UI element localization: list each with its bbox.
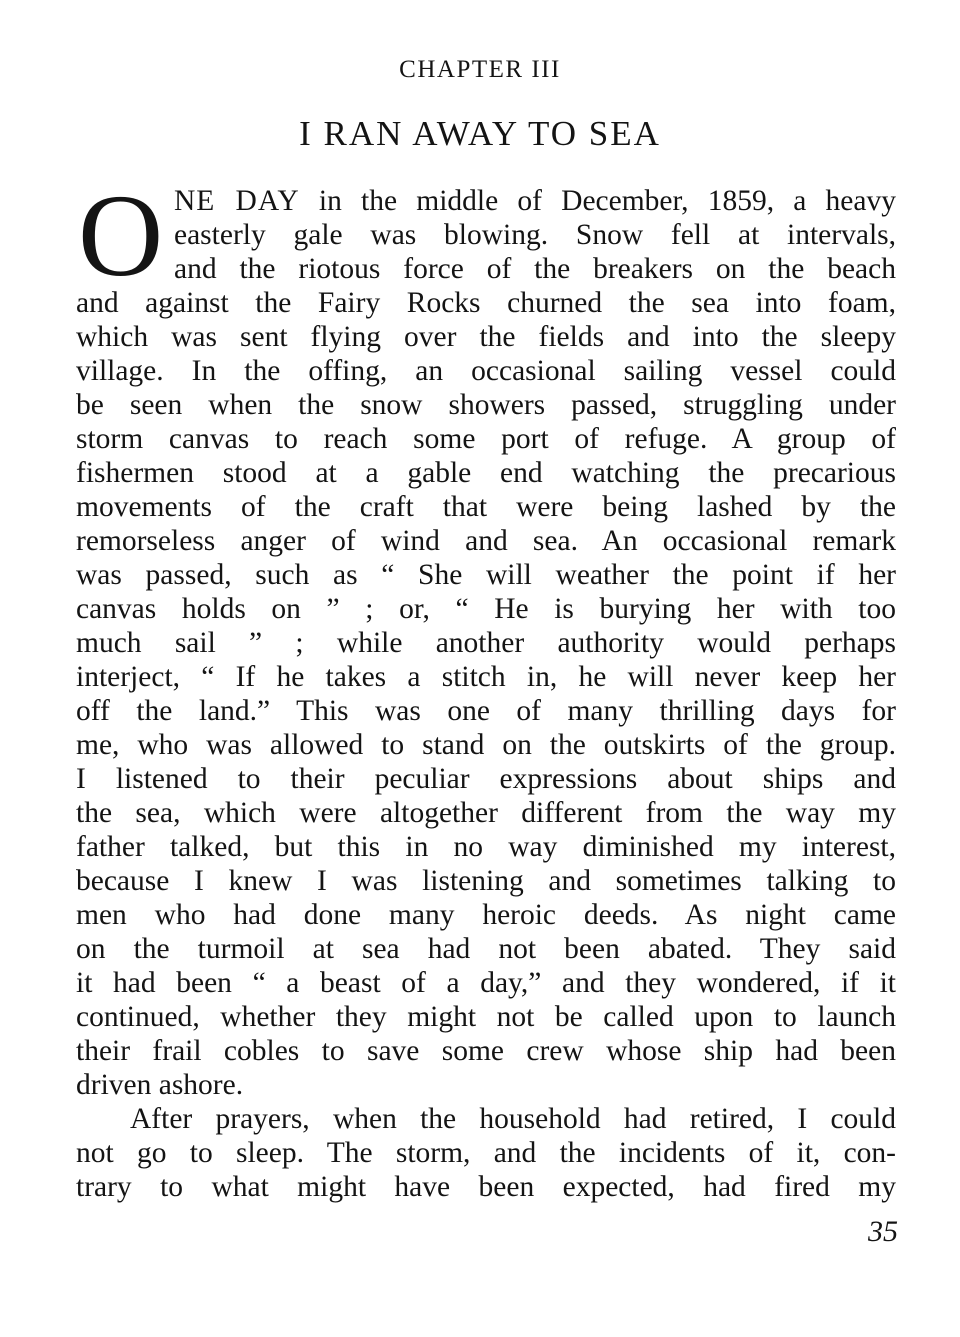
chapter-label: CHAPTER III bbox=[399, 56, 561, 83]
text-line: which was sent flying over the fields and into the sleepy bbox=[76, 321, 896, 353]
text-line: because I knew I was listening and sometimes talking to bbox=[76, 865, 896, 897]
text-line: I listened to their peculiar expressions about ships and bbox=[76, 763, 896, 795]
text-line: interject, “ If he takes a stitch in, he will never keep her bbox=[76, 661, 896, 693]
text-line: me, who was allowed to stand on the outskirts of the group. bbox=[76, 729, 896, 761]
body-text bbox=[76, 170, 896, 1204]
text-line: not go to sleep. The storm, and the incidents of it, con- bbox=[76, 1137, 896, 1169]
text-line: much sail ” ; while another authority would perhaps bbox=[76, 627, 896, 659]
text-line: movements of the craft that were being lashed by the bbox=[76, 491, 896, 523]
page-number: 35 bbox=[868, 1215, 898, 1248]
text-line bbox=[76, 184, 896, 218]
text-line: easterly gale was blowing. Snow fell at intervals, bbox=[174, 219, 896, 251]
text-line: was passed, such as “ She will weather the point if her bbox=[76, 559, 896, 591]
text-line: their frail cobles to save some crew whose ship had been bbox=[76, 1035, 896, 1067]
text-line: on the turmoil at sea had not been abated. They said bbox=[76, 933, 896, 965]
text-line-content: in the middle of December, 1859, a heavy bbox=[299, 185, 896, 217]
text-line: storm canvas to reach some port of refuge. A group of bbox=[76, 423, 896, 455]
text-line: remorseless anger of wind and sea. An occasional remark bbox=[76, 525, 896, 557]
text-line: it had been “ a beast of a day,” and they wondered, if it bbox=[76, 967, 896, 999]
text-line: village. In the offing, an occasional sailing vessel could bbox=[76, 355, 896, 387]
text-line: the sea, which were altogether different from the way my bbox=[76, 797, 896, 829]
text-line: men who had done many heroic deeds. As night came bbox=[76, 899, 896, 931]
text-line: father talked, but this in no way diminished my interest, bbox=[76, 831, 896, 863]
text-line: be seen when the snow showers passed, struggling under bbox=[76, 389, 896, 421]
opening-small-caps: NE DAY bbox=[174, 185, 300, 217]
drop-cap: O bbox=[78, 170, 164, 301]
text-line: trary to what might have been expected, had fired my bbox=[76, 1171, 896, 1203]
text-line: continued, whether they might not be called upon to launch bbox=[76, 1001, 896, 1033]
chapter-title: I RAN AWAY TO SEA bbox=[299, 114, 661, 153]
text-line: After prayers, when the household had retired, I could bbox=[130, 1103, 896, 1135]
text-line: and the riotous force of the breakers on the beach bbox=[174, 253, 896, 285]
text-line: off the land.” This was one of many thrilling days for bbox=[76, 695, 896, 727]
text-line: canvas holds on ” ; or, “ He is burying her with too bbox=[76, 593, 896, 625]
text-line: and against the Fairy Rocks churned the sea into foam, bbox=[76, 287, 896, 319]
text-line: fishermen stood at a gable end watching the precarious bbox=[76, 457, 896, 489]
text-line: driven ashore. bbox=[76, 1069, 244, 1101]
